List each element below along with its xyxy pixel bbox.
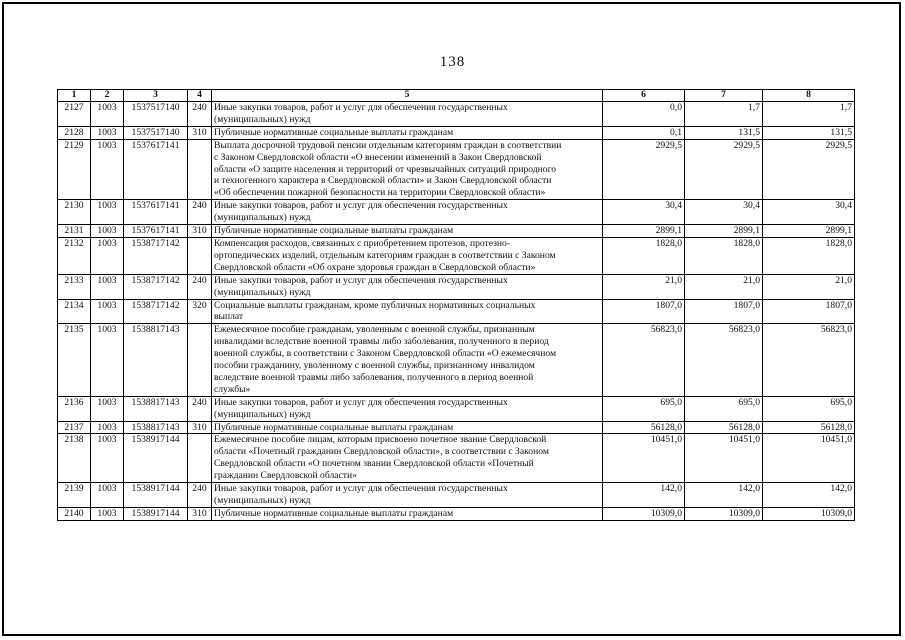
description-line: ортопедических изделий, отдельным категориям граждан в соответствии с Законом	[214, 249, 556, 261]
expense-type-cell: 240	[188, 274, 212, 299]
column-header: 1	[58, 90, 91, 102]
description-line: Публичные нормативные социальные выплаты гражданам	[214, 126, 454, 138]
description-line: Выплата досрочной трудовой пенсии отдельным категориям граждан в соответствии	[214, 139, 562, 151]
section-code-cell: 1003	[91, 421, 124, 434]
amount-col6-cell: 21,0	[603, 274, 685, 299]
column-header: 7	[685, 90, 763, 102]
target-article-cell: 1537517140	[124, 126, 188, 139]
column-header: 8	[763, 90, 855, 102]
row-number-cell: 2138	[58, 434, 91, 483]
description-line: (муниципальных) нужд	[214, 408, 311, 420]
row-number-cell: 2132	[58, 237, 91, 274]
amount-col8-cell: 131,5	[763, 126, 855, 139]
description-line: (муниципальных) нужд	[214, 495, 311, 506]
amount-col6-cell: 10451,0	[603, 434, 685, 483]
description-cell	[212, 237, 603, 274]
amount-col8-cell: 56128,0	[763, 421, 855, 434]
description-cell	[212, 299, 603, 324]
description-line: с Законом Свердловской области «О внесении изменений в Закон Свердловской	[214, 151, 542, 163]
description-cell	[212, 507, 603, 520]
target-article-cell: 1538817143	[124, 324, 188, 396]
table-row	[58, 102, 855, 127]
target-article-cell: 1538817143	[124, 421, 188, 434]
row-number-cell: 2131	[58, 225, 91, 238]
description-line: вследствие военной травмы либо заболевания, полученного в период военной	[214, 371, 534, 383]
row-number-cell: 2134	[58, 299, 91, 324]
amount-col7-cell: 1828,0	[685, 237, 763, 274]
description-line: Публичные нормативные социальные выплаты гражданам	[214, 225, 454, 237]
description-line: Иные закупки товаров, работ и услуг для обеспечения государственных	[214, 396, 508, 408]
description-line: Ежемесячное пособие гражданам, уволенным с военной службы, признанным	[214, 324, 535, 336]
row-number-cell: 2139	[58, 483, 91, 508]
row-number-cell: 2140	[58, 507, 91, 520]
description-line: Компенсация расходов, связанных с приобретением протезов, протезно-	[214, 237, 511, 249]
row-number-cell: 2137	[58, 421, 91, 434]
target-article-cell: 1537617141	[124, 200, 188, 225]
table-row	[58, 434, 855, 483]
row-number-cell: 2127	[58, 102, 91, 127]
column-header: 3	[124, 90, 188, 102]
table-row	[58, 237, 855, 274]
table-row	[58, 139, 855, 200]
section-code-cell: 1003	[91, 434, 124, 483]
expense-type-cell	[188, 237, 212, 274]
column-header: 6	[603, 90, 685, 102]
section-code-cell: 1003	[91, 483, 124, 508]
section-code-cell: 1003	[91, 274, 124, 299]
section-code-cell: 1003	[91, 102, 124, 127]
table-row	[58, 274, 855, 299]
expense-type-cell: 310	[188, 507, 212, 520]
amount-col7-cell: 21,0	[685, 274, 763, 299]
description-line: Публичные нормативные социальные выплаты гражданам	[214, 421, 454, 433]
expense-type-cell: 240	[188, 396, 212, 421]
target-article-cell: 1537517140	[124, 102, 188, 127]
amount-col6-cell: 695,0	[603, 396, 685, 421]
amount-col7-cell: 1,7	[685, 102, 763, 127]
section-code-cell: 1003	[91, 324, 124, 396]
amount-col6-cell: 2929,5	[603, 139, 685, 200]
description-cell	[212, 274, 603, 299]
amount-col8-cell: 10451,0	[763, 434, 855, 483]
table-row	[58, 483, 855, 508]
amount-col8-cell: 21,0	[763, 274, 855, 299]
description-line: «Об обеспечении пожарной безопасности на территории Свердловской области»	[214, 187, 546, 199]
page-number: 138	[439, 54, 466, 70]
expense-type-cell: 310	[188, 126, 212, 139]
description-line: военной службы, в соответствии с Законом Свердловской области «О ежемесячном	[214, 348, 557, 360]
description-cell	[212, 324, 603, 396]
description-cell	[212, 139, 603, 200]
description-line: и техногенного характера в Свердловской области» и Закон Свердловской области	[214, 175, 552, 187]
amount-col8-cell: 1,7	[763, 102, 855, 127]
description-cell	[212, 200, 603, 225]
table-row	[58, 225, 855, 238]
amount-col6-cell: 0,0	[603, 102, 685, 127]
amount-col7-cell: 142,0	[685, 483, 763, 508]
row-number-cell: 2136	[58, 396, 91, 421]
amount-col8-cell: 2929,5	[763, 139, 855, 200]
target-article-cell: 1538717142	[124, 299, 188, 324]
amount-col6-cell: 142,0	[603, 483, 685, 508]
amount-col7-cell: 56128,0	[685, 421, 763, 434]
amount-col6-cell: 30,4	[603, 200, 685, 225]
description-line: Иные закупки товаров, работ и услуг для обеспечения государственных	[214, 274, 508, 286]
amount-col6-cell: 2899,1	[603, 225, 685, 238]
description-cell	[212, 421, 603, 434]
description-line: пособии гражданину, уволенному с военной службы, признанному инвалидом	[214, 360, 535, 372]
description-cell	[212, 102, 603, 127]
amount-col7-cell: 56823,0	[685, 324, 763, 396]
table-row	[58, 126, 855, 139]
amount-col7-cell: 2899,1	[685, 225, 763, 238]
expense-type-cell: 240	[188, 102, 212, 127]
section-code-cell: 1003	[91, 126, 124, 139]
section-code-cell: 1003	[91, 507, 124, 520]
column-header: 2	[91, 90, 124, 102]
description-cell	[212, 483, 603, 508]
amount-col7-cell: 10451,0	[685, 434, 763, 483]
amount-col6-cell: 1807,0	[603, 299, 685, 324]
description-line: Публичные нормативные социальные выплаты гражданам	[214, 507, 454, 519]
amount-col8-cell: 1807,0	[763, 299, 855, 324]
row-number-cell: 2133	[58, 274, 91, 299]
target-article-cell: 1538917144	[124, 483, 188, 508]
amount-col6-cell: 1828,0	[603, 237, 685, 274]
description-line: Свердловской области «Об охране здоровья граждан в Свердловской области»	[214, 261, 536, 273]
row-number-cell: 2129	[58, 139, 91, 200]
amount-col7-cell: 131,5	[685, 126, 763, 139]
target-article-cell: 1537617141	[124, 225, 188, 238]
target-article-cell: 1538717142	[124, 274, 188, 299]
table-row	[58, 324, 855, 396]
section-code-cell: 1003	[91, 225, 124, 238]
row-number-cell: 2128	[58, 126, 91, 139]
expense-type-cell	[188, 324, 212, 396]
expense-type-cell: 310	[188, 225, 212, 238]
target-article-cell: 1538917144	[124, 507, 188, 520]
description-line: гражданин Свердловской области»	[214, 470, 357, 482]
amount-col7-cell: 1807,0	[685, 299, 763, 324]
description-cell	[212, 396, 603, 421]
description-line: выплат	[214, 311, 244, 323]
description-line: службы»	[214, 383, 251, 395]
description-cell	[212, 126, 603, 139]
row-number-cell: 2130	[58, 200, 91, 225]
table-row	[58, 507, 855, 520]
description-line: инвалидами вследствие военной травмы либо заболевания, полученного в период	[214, 336, 549, 348]
description-line: области «Почетный гражданин Свердловской области», в соответствии с Законом	[214, 446, 549, 458]
section-code-cell: 1003	[91, 299, 124, 324]
description-line: Социальные выплаты гражданам, кроме публичных нормативных социальных	[214, 299, 536, 311]
column-header: 4	[188, 90, 212, 102]
expense-type-cell: 320	[188, 299, 212, 324]
section-code-cell: 1003	[91, 396, 124, 421]
description-line: Иные закупки товаров, работ и услуг для обеспечения государственных	[214, 483, 508, 495]
table-row	[58, 299, 855, 324]
description-cell	[212, 225, 603, 238]
column-header: 5	[212, 90, 603, 102]
amount-col8-cell: 2899,1	[763, 225, 855, 238]
description-line: Свердловской области «О почетном звании Свердловской области «Почетный	[214, 458, 534, 470]
description-line: Иные закупки товаров, работ и услуг для обеспечения государственных	[214, 102, 508, 113]
expense-type-cell: 310	[188, 421, 212, 434]
amount-col7-cell: 30,4	[685, 200, 763, 225]
table-header-row	[58, 90, 855, 102]
amount-col7-cell: 2929,5	[685, 139, 763, 200]
table-row	[58, 200, 855, 225]
amount-col8-cell: 1828,0	[763, 237, 855, 274]
description-line: Иные закупки товаров, работ и услуг для обеспечения государственных	[214, 200, 508, 212]
budget-table	[57, 89, 855, 521]
amount-col8-cell: 142,0	[763, 483, 855, 508]
amount-col8-cell: 10309,0	[763, 507, 855, 520]
description-line: Ежемесячное пособие лицам, которым присвоено почетное звание Свердловской	[214, 434, 547, 446]
description-line: (муниципальных) нужд	[214, 212, 311, 224]
description-line: (муниципальных) нужд	[214, 286, 311, 298]
expense-type-cell	[188, 139, 212, 200]
target-article-cell: 1538917144	[124, 434, 188, 483]
section-code-cell: 1003	[91, 237, 124, 274]
amount-col6-cell: 56128,0	[603, 421, 685, 434]
expense-type-cell	[188, 434, 212, 483]
description-line: (муниципальных) нужд	[214, 113, 311, 125]
amount-col6-cell: 0,1	[603, 126, 685, 139]
description-line: области «О защите населения и территорий от чрезвычайных ситуаций природного	[214, 163, 557, 175]
section-code-cell: 1003	[91, 200, 124, 225]
amount-col7-cell: 10309,0	[685, 507, 763, 520]
amount-col7-cell: 695,0	[685, 396, 763, 421]
amount-col6-cell: 10309,0	[603, 507, 685, 520]
amount-col8-cell: 695,0	[763, 396, 855, 421]
expense-type-cell: 240	[188, 200, 212, 225]
description-cell	[212, 434, 603, 483]
target-article-cell: 1538817143	[124, 396, 188, 421]
table-row	[58, 396, 855, 421]
row-number-cell: 2135	[58, 324, 91, 396]
amount-col8-cell: 56823,0	[763, 324, 855, 396]
target-article-cell: 1538717142	[124, 237, 188, 274]
target-article-cell: 1537617141	[124, 139, 188, 200]
table-row	[58, 421, 855, 434]
section-code-cell: 1003	[91, 139, 124, 200]
amount-col6-cell: 56823,0	[603, 324, 685, 396]
table-body	[58, 102, 855, 521]
expense-type-cell: 240	[188, 483, 212, 508]
amount-col8-cell: 30,4	[763, 200, 855, 225]
